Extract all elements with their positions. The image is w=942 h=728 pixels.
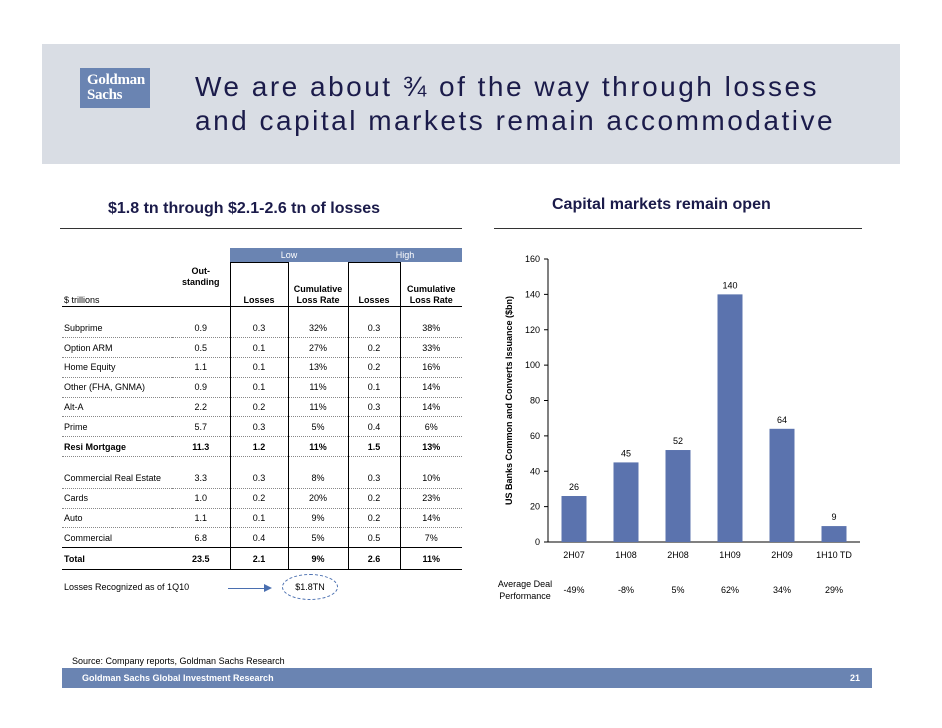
perf-value: 62%	[720, 585, 739, 595]
y-tick-label: 80	[529, 395, 540, 406]
goldman-sachs-logo	[80, 68, 150, 108]
cell-rate-high: 6%	[400, 417, 462, 437]
left-section-rule	[60, 228, 462, 229]
cell-outstanding: 6.8	[172, 528, 230, 548]
right-section-rule	[494, 228, 862, 229]
table-row	[62, 528, 462, 548]
cell-losses-high: 0.1	[348, 377, 400, 397]
x-tick-label: 1H10 TD	[816, 550, 852, 560]
cell-losses-low: 0.1	[230, 358, 288, 378]
bar	[822, 526, 847, 542]
issuance-bar-chart	[490, 248, 870, 578]
cell-losses-high: 0.4	[348, 417, 400, 437]
cell-losses-high: 0.5	[348, 528, 400, 548]
y-tick-label: 120	[524, 324, 540, 335]
perf-label-line-1: Average Deal	[497, 579, 553, 589]
title-line-1: We are about ¾ of the way through losses	[195, 71, 820, 102]
cell-label: Resi Mortgage	[62, 437, 172, 457]
x-tick-label: 2H09	[771, 550, 793, 560]
y-tick-label: 20	[529, 501, 540, 512]
bar-value-label: 64	[776, 414, 788, 425]
col-header-rate-high: Cumulative Loss Rate	[400, 262, 462, 306]
cell-outstanding: 5.7	[172, 417, 230, 437]
cell-rate-high: 14%	[400, 397, 462, 417]
col-header-losses-high: Losses	[348, 262, 400, 306]
perf-value: 29%	[824, 585, 843, 595]
x-tick-label: 2H08	[667, 550, 689, 560]
cell-losses-high: 0.2	[348, 508, 400, 528]
x-tick-label: 2H07	[563, 550, 585, 560]
perf-value: -8%	[617, 585, 634, 595]
bar-value-label: 45	[620, 448, 632, 459]
cell-losses-low: 0.1	[230, 377, 288, 397]
cell-outstanding: 0.9	[172, 318, 230, 338]
cell-rate-low: 32%	[288, 318, 348, 338]
title-line-2: and capital markets remain accommodative	[195, 105, 836, 136]
cell-losses-low: 0.2	[230, 397, 288, 417]
cell-rate-low: 20%	[288, 488, 348, 508]
bar	[770, 429, 795, 542]
table-row	[62, 318, 462, 338]
cell-label: Auto	[62, 508, 172, 528]
page-title	[195, 70, 895, 138]
total-outstanding: 23.5	[172, 548, 230, 570]
y-axis-label: US Banks Common and Converts Issuance ($bn)	[504, 295, 514, 506]
cell-outstanding: 2.2	[172, 397, 230, 417]
arrow-right-icon	[228, 588, 266, 589]
cell-outstanding: 1.1	[172, 508, 230, 528]
x-tick-label: 1H09	[719, 550, 741, 560]
left-section-title: $1.8 tn through $2.1-2.6 tn of losses	[108, 200, 381, 217]
cell-rate-high: 23%	[400, 488, 462, 508]
col-header-losses-low: Losses	[230, 262, 288, 306]
cell-label: Option ARM	[62, 338, 172, 358]
bar-value-label: 140	[722, 280, 738, 291]
y-tick-label: 160	[524, 254, 540, 264]
cell-outstanding: 0.9	[172, 377, 230, 397]
cell-rate-high: 16%	[400, 358, 462, 378]
cell-label: Alt-A	[62, 397, 172, 417]
bar-value-label: 9	[831, 512, 837, 523]
y-tick-label: 0	[534, 537, 540, 547]
cell-rate-high: 38%	[400, 318, 462, 338]
cell-label: Cards	[62, 488, 172, 508]
cell-rate-high: 7%	[400, 528, 462, 548]
cell-rate-low: 9%	[288, 508, 348, 528]
cell-losses-low: 0.2	[230, 488, 288, 508]
bar	[718, 294, 743, 542]
bar-value-label: 26	[568, 482, 580, 493]
cell-losses-low: 1.2	[230, 437, 288, 457]
y-tick-label: 60	[529, 430, 540, 441]
right-section-title: Capital markets remain open	[552, 196, 771, 213]
cell-losses-low: 0.1	[230, 508, 288, 528]
footer-bar	[62, 668, 872, 688]
cell-outstanding: 1.0	[172, 488, 230, 508]
cell-rate-high: 14%	[400, 508, 462, 528]
total-rate-low: 9%	[288, 548, 348, 570]
cell-label: Commercial Real Estate	[62, 469, 172, 489]
cell-rate-low: 11%	[288, 437, 348, 457]
logo-line-1: Goldman	[87, 72, 145, 88]
table-row	[62, 437, 462, 457]
cell-losses-high: 0.2	[348, 488, 400, 508]
cell-rate-low: 5%	[288, 528, 348, 548]
cell-losses-low: 0.4	[230, 528, 288, 548]
cell-losses-high: 0.2	[348, 358, 400, 378]
y-tick-label: 40	[529, 466, 540, 477]
cell-outstanding: 0.5	[172, 338, 230, 358]
cell-rate-low: 5%	[288, 417, 348, 437]
cell-losses-high: 0.2	[348, 338, 400, 358]
cell-losses-low: 0.3	[230, 469, 288, 489]
perf-value: -49%	[563, 585, 585, 595]
table-row-total	[62, 548, 462, 570]
total-losses-high: 2.6	[348, 548, 400, 570]
table-row	[62, 508, 462, 528]
total-rate-high: 11%	[400, 548, 462, 570]
table-header-row	[62, 262, 462, 306]
perf-label-line-2: Performance	[499, 591, 551, 601]
table-row	[62, 397, 462, 417]
cell-rate-high: 10%	[400, 469, 462, 489]
cell-outstanding: 3.3	[172, 469, 230, 489]
band-low: Low	[230, 248, 348, 262]
cell-label: Commercial	[62, 528, 172, 548]
arrow-head-icon	[264, 584, 272, 592]
bar-value-label: 52	[672, 436, 684, 447]
perf-value: 34%	[772, 585, 791, 595]
cell-rate-low: 27%	[288, 338, 348, 358]
bar	[562, 496, 587, 542]
bar	[614, 462, 639, 542]
logo-line-2: Sachs	[87, 87, 123, 103]
cell-losses-high: 0.3	[348, 318, 400, 338]
perf-value: 5%	[671, 585, 685, 595]
col-header-outstanding: Out-standing	[172, 262, 230, 306]
page-number: 21	[849, 673, 860, 683]
cell-losses-low: 0.1	[230, 338, 288, 358]
cell-label: Other (FHA, GNMA)	[62, 377, 172, 397]
cell-rate-low: 8%	[288, 469, 348, 489]
band-row	[62, 248, 462, 262]
col-header-rate-low: Cumulative Loss Rate	[288, 262, 348, 306]
cell-losses-high: 0.3	[348, 397, 400, 417]
losses-recognized-value: $1.8TN	[282, 574, 338, 600]
table-row	[62, 488, 462, 508]
cell-outstanding: 1.1	[172, 358, 230, 378]
losses-table	[62, 248, 462, 570]
cell-rate-high: 13%	[400, 437, 462, 457]
bar	[666, 450, 691, 542]
x-tick-label: 1H08	[615, 550, 637, 560]
cell-label: Prime	[62, 417, 172, 437]
total-losses-low: 2.1	[230, 548, 288, 570]
table-row	[62, 417, 462, 437]
y-tick-label: 100	[524, 360, 540, 371]
cell-rate-high: 33%	[400, 338, 462, 358]
table-row	[62, 338, 462, 358]
col-header-label: $ trillions	[62, 262, 172, 306]
losses-recognized-label: Losses Recognized as of 1Q10	[64, 582, 190, 592]
cell-rate-high: 14%	[400, 377, 462, 397]
footer-left-text: Goldman Sachs Global Investment Research	[82, 673, 274, 683]
cell-rate-low: 11%	[288, 397, 348, 417]
band-high: High	[348, 248, 462, 262]
total-label: Total	[62, 548, 172, 570]
cell-losses-high: 0.3	[348, 469, 400, 489]
cell-outstanding: 11.3	[172, 437, 230, 457]
cell-label: Home Equity	[62, 358, 172, 378]
cell-losses-low: 0.3	[230, 318, 288, 338]
cell-rate-low: 13%	[288, 358, 348, 378]
cell-losses-high: 1.5	[348, 437, 400, 457]
y-tick-label: 140	[524, 289, 540, 300]
cell-rate-low: 11%	[288, 377, 348, 397]
table-row	[62, 469, 462, 489]
cell-label: Subprime	[62, 318, 172, 338]
table-row	[62, 377, 462, 397]
source-note: Source: Company reports, Goldman Sachs Research	[72, 656, 285, 666]
table-row	[62, 358, 462, 378]
cell-losses-low: 0.3	[230, 417, 288, 437]
perf-label	[494, 578, 556, 602]
